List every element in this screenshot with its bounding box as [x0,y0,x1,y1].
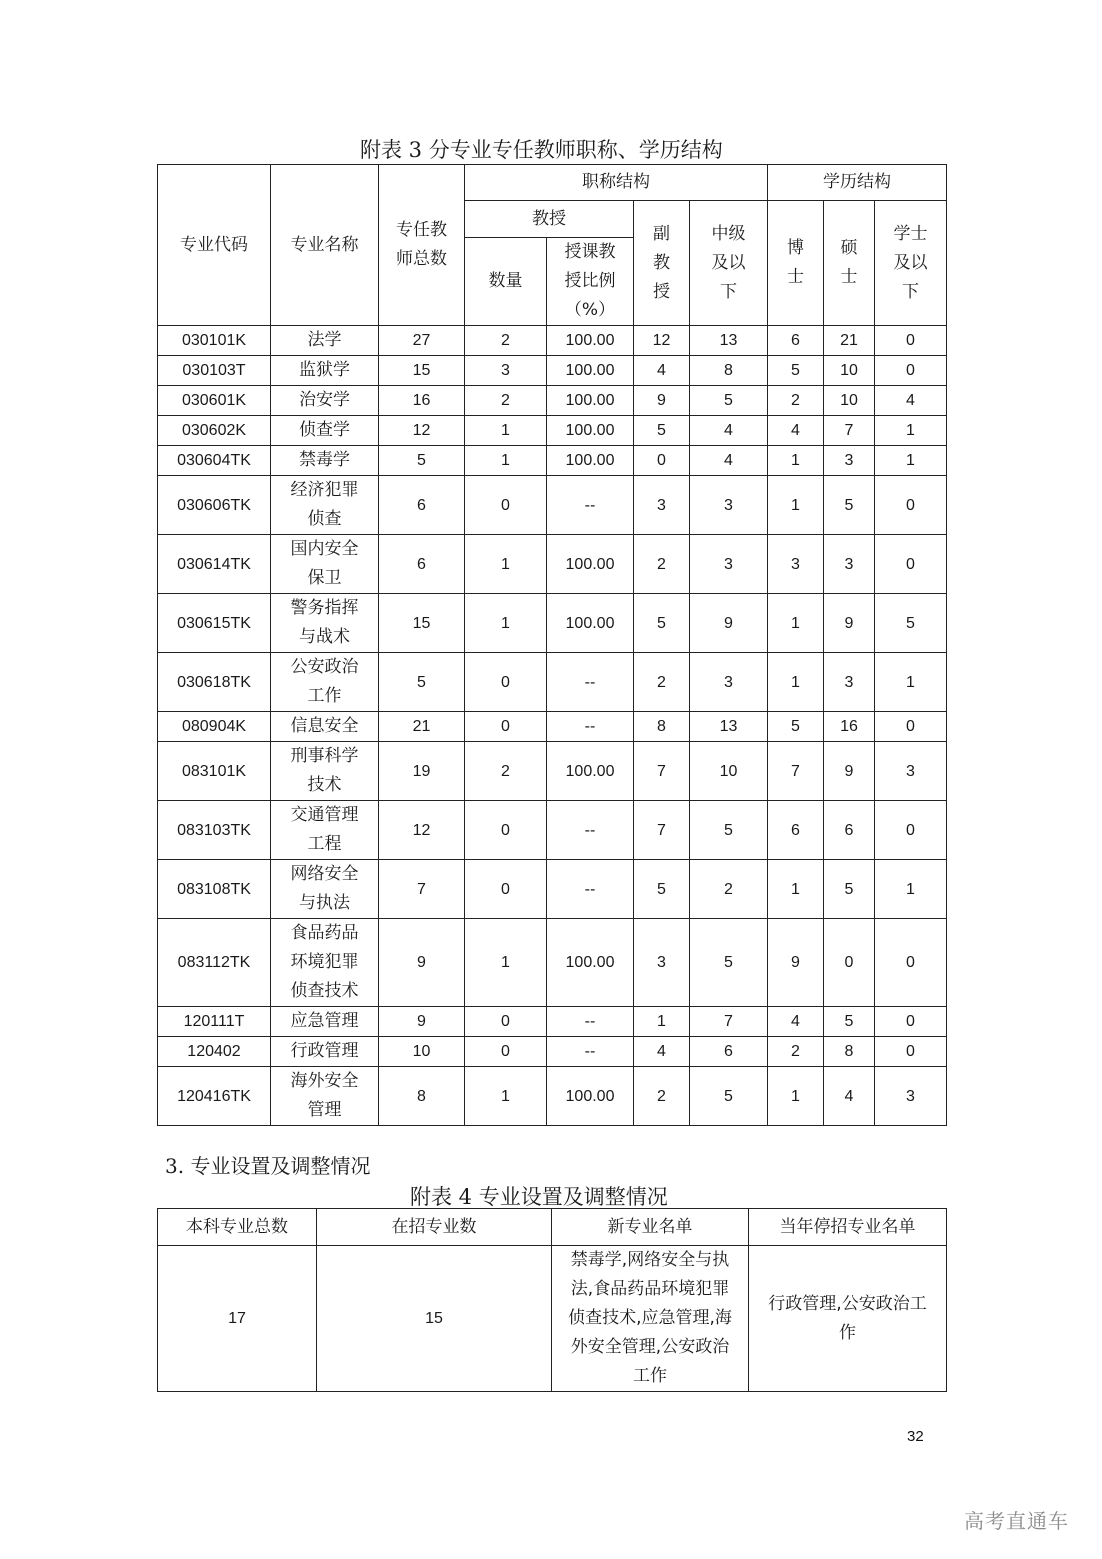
cell-assoc: 5 [634,594,690,653]
cell-name: 海外安全管理 [271,1067,379,1126]
cell-master: 6 [824,801,875,860]
cell-phd: 1 [768,1067,824,1126]
table-row [158,653,947,712]
faculty-title-education-table [157,164,947,1126]
cell-phd: 9 [768,919,824,1007]
cell-total: 15 [379,594,465,653]
header-prof-ratio: 授课教授比例（%） [547,238,634,326]
cell-total: 9 [379,919,465,1007]
cell-code: 083112TK [158,919,271,1007]
cell-stopped-majors: 行政管理,公安政治工作 [749,1246,947,1392]
header-total-majors: 本科专业总数 [158,1209,317,1246]
cell-bach: 3 [875,1067,947,1126]
cell-code: 030601K [158,386,271,416]
header-bachelor-below: 学士及以下 [875,201,947,326]
cell-master: 3 [824,446,875,476]
cell-master: 16 [824,712,875,742]
header-professor: 教授 [465,201,634,238]
cell-master: 10 [824,356,875,386]
cell-name: 食品药品环境犯罪侦查技术 [271,919,379,1007]
cell-name: 监狱学 [271,356,379,386]
cell-master: 21 [824,326,875,356]
cell-total-majors: 17 [158,1246,317,1392]
cell-phd: 1 [768,653,824,712]
cell-name: 信息安全 [271,712,379,742]
cell-mid: 5 [690,919,768,1007]
table-row [158,535,947,594]
cell-name: 治安学 [271,386,379,416]
cell-mid: 5 [690,1067,768,1126]
cell-name: 行政管理 [271,1037,379,1067]
header-phd: 博士 [768,201,824,326]
cell-ratio: 100.00 [547,1067,634,1126]
cell-bach: 0 [875,1037,947,1067]
cell-bach: 0 [875,712,947,742]
cell-ratio: 100.00 [547,594,634,653]
cell-bach: 1 [875,653,947,712]
cell-assoc: 12 [634,326,690,356]
cell-prof: 1 [465,594,547,653]
major-settings-table [157,1208,947,1392]
header-total: 专任教师总数 [379,165,465,326]
cell-total: 9 [379,1007,465,1037]
cell-bach: 1 [875,416,947,446]
cell-phd: 6 [768,801,824,860]
cell-master: 8 [824,1037,875,1067]
cell-mid: 4 [690,446,768,476]
cell-total: 21 [379,712,465,742]
cell-master: 9 [824,594,875,653]
cell-prof: 2 [465,742,547,801]
cell-prof: 0 [465,476,547,535]
cell-prof: 0 [465,860,547,919]
cell-mid: 13 [690,326,768,356]
cell-prof: 0 [465,801,547,860]
cell-assoc: 0 [634,446,690,476]
cell-prof: 1 [465,416,547,446]
cell-total: 12 [379,801,465,860]
table-row [158,1067,947,1126]
cell-mid: 8 [690,356,768,386]
cell-ratio: -- [547,712,634,742]
cell-total: 10 [379,1037,465,1067]
header-title-structure: 职称结构 [465,165,768,201]
cell-new-majors: 禁毒学,网络安全与执法,食品药品环境犯罪侦查技术,应急管理,海外安全管理,公安政治工作 [552,1246,749,1392]
cell-phd: 1 [768,860,824,919]
cell-total: 12 [379,416,465,446]
cell-code: 120402 [158,1037,271,1067]
cell-phd: 1 [768,446,824,476]
table-row [158,326,947,356]
cell-prof: 0 [465,1007,547,1037]
cell-phd: 3 [768,535,824,594]
table-row [158,356,947,386]
cell-bach: 5 [875,594,947,653]
cell-bach: 1 [875,860,947,919]
cell-master: 3 [824,653,875,712]
cell-assoc: 7 [634,801,690,860]
cell-code: 030604TK [158,446,271,476]
cell-bach: 0 [875,801,947,860]
cell-phd: 5 [768,712,824,742]
cell-total: 7 [379,860,465,919]
table-row [158,1037,947,1067]
cell-phd: 7 [768,742,824,801]
cell-prof: 2 [465,326,547,356]
cell-master: 9 [824,742,875,801]
cell-total: 6 [379,535,465,594]
cell-master: 5 [824,476,875,535]
cell-bach: 0 [875,535,947,594]
cell-code: 120111T [158,1007,271,1037]
cell-mid: 6 [690,1037,768,1067]
header-stopped-majors: 当年停招专业名单 [749,1209,947,1246]
cell-mid: 5 [690,386,768,416]
table-row [158,416,947,446]
cell-assoc: 5 [634,860,690,919]
cell-master: 10 [824,386,875,416]
header-code: 专业代码 [158,165,271,326]
cell-bach: 1 [875,446,947,476]
table-row [158,594,947,653]
cell-ratio: 100.00 [547,386,634,416]
cell-name: 交通管理工程 [271,801,379,860]
cell-bach: 0 [875,919,947,1007]
cell-code: 083101K [158,742,271,801]
cell-ratio: -- [547,653,634,712]
cell-master: 5 [824,860,875,919]
cell-ratio: 100.00 [547,356,634,386]
cell-ratio: 100.00 [547,919,634,1007]
cell-phd: 1 [768,594,824,653]
cell-mid: 13 [690,712,768,742]
header-name: 专业名称 [271,165,379,326]
cell-assoc: 4 [634,1037,690,1067]
cell-bach: 0 [875,1007,947,1037]
table-row [158,1007,947,1037]
cell-total: 19 [379,742,465,801]
cell-code: 083108TK [158,860,271,919]
cell-ratio: -- [547,1007,634,1037]
cell-ratio: 100.00 [547,535,634,594]
cell-name: 网络安全与执法 [271,860,379,919]
cell-code: 080904K [158,712,271,742]
cell-phd: 2 [768,386,824,416]
cell-mid: 4 [690,416,768,446]
header-prof-count: 数量 [465,238,547,326]
header-mid-below: 中级及以下 [690,201,768,326]
cell-mid: 3 [690,476,768,535]
cell-assoc: 1 [634,1007,690,1037]
cell-master: 7 [824,416,875,446]
table-row [158,860,947,919]
cell-code: 083103TK [158,801,271,860]
table3-title: 附表 3 分专业专任教师职称、学历结构 [360,138,723,162]
cell-assoc: 2 [634,1067,690,1126]
section-heading: 3. 专业设置及调整情况 [165,1154,371,1178]
cell-code: 030606TK [158,476,271,535]
cell-prof: 1 [465,535,547,594]
cell-total: 8 [379,1067,465,1126]
cell-prof: 0 [465,1037,547,1067]
table-row [158,446,947,476]
cell-assoc: 5 [634,416,690,446]
cell-code: 030615TK [158,594,271,653]
page-number: 32 [907,1428,924,1445]
watermark: 高考直通车 [964,1509,1069,1533]
cell-ratio: -- [547,860,634,919]
cell-name: 侦查学 [271,416,379,446]
cell-phd: 6 [768,326,824,356]
table-row [158,742,947,801]
cell-code: 030101K [158,326,271,356]
cell-mid: 3 [690,535,768,594]
cell-bach: 0 [875,326,947,356]
cell-bach: 0 [875,356,947,386]
cell-total: 6 [379,476,465,535]
cell-ratio: 100.00 [547,446,634,476]
table-row [158,712,947,742]
cell-name: 经济犯罪侦查 [271,476,379,535]
cell-master: 5 [824,1007,875,1037]
cell-mid: 9 [690,594,768,653]
cell-assoc: 7 [634,742,690,801]
cell-name: 法学 [271,326,379,356]
table-row [158,801,947,860]
cell-total: 16 [379,386,465,416]
cell-ratio: 100.00 [547,742,634,801]
cell-name: 刑事科学技术 [271,742,379,801]
cell-assoc: 8 [634,712,690,742]
cell-code: 120416TK [158,1067,271,1126]
cell-mid: 10 [690,742,768,801]
cell-enrolling-majors: 15 [317,1246,552,1392]
cell-name: 公安政治工作 [271,653,379,712]
cell-phd: 2 [768,1037,824,1067]
cell-total: 5 [379,653,465,712]
cell-phd: 1 [768,476,824,535]
cell-prof: 2 [465,386,547,416]
cell-master: 4 [824,1067,875,1126]
table4-title: 附表 4 专业设置及调整情况 [410,1185,668,1209]
cell-mid: 3 [690,653,768,712]
cell-ratio: -- [547,1037,634,1067]
cell-mid: 7 [690,1007,768,1037]
cell-bach: 0 [875,476,947,535]
cell-total: 27 [379,326,465,356]
header-edu-structure: 学历结构 [768,165,947,201]
cell-ratio: 100.00 [547,416,634,446]
cell-prof: 0 [465,712,547,742]
cell-total: 5 [379,446,465,476]
cell-assoc: 3 [634,476,690,535]
cell-assoc: 2 [634,653,690,712]
cell-master: 3 [824,535,875,594]
cell-assoc: 4 [634,356,690,386]
cell-assoc: 2 [634,535,690,594]
cell-phd: 4 [768,416,824,446]
cell-phd: 5 [768,356,824,386]
header-enrolling-majors: 在招专业数 [317,1209,552,1246]
cell-total: 15 [379,356,465,386]
cell-code: 030602K [158,416,271,446]
cell-code: 030614TK [158,535,271,594]
cell-phd: 4 [768,1007,824,1037]
cell-ratio: 100.00 [547,326,634,356]
cell-code: 030103T [158,356,271,386]
header-new-majors: 新专业名单 [552,1209,749,1246]
cell-name: 禁毒学 [271,446,379,476]
cell-ratio: -- [547,801,634,860]
cell-code: 030618TK [158,653,271,712]
cell-name: 应急管理 [271,1007,379,1037]
table-row [158,919,947,1007]
cell-prof: 1 [465,446,547,476]
header-assoc-prof: 副教授 [634,201,690,326]
cell-prof: 1 [465,919,547,1007]
cell-name: 警务指挥与战术 [271,594,379,653]
cell-prof: 0 [465,653,547,712]
cell-master: 0 [824,919,875,1007]
cell-assoc: 9 [634,386,690,416]
table-row [158,476,947,535]
cell-mid: 5 [690,801,768,860]
cell-assoc: 3 [634,919,690,1007]
cell-bach: 4 [875,386,947,416]
cell-prof: 3 [465,356,547,386]
cell-mid: 2 [690,860,768,919]
header-master: 硕士 [824,201,875,326]
cell-name: 国内安全保卫 [271,535,379,594]
table-row [158,386,947,416]
cell-bach: 3 [875,742,947,801]
cell-prof: 1 [465,1067,547,1126]
cell-ratio: -- [547,476,634,535]
